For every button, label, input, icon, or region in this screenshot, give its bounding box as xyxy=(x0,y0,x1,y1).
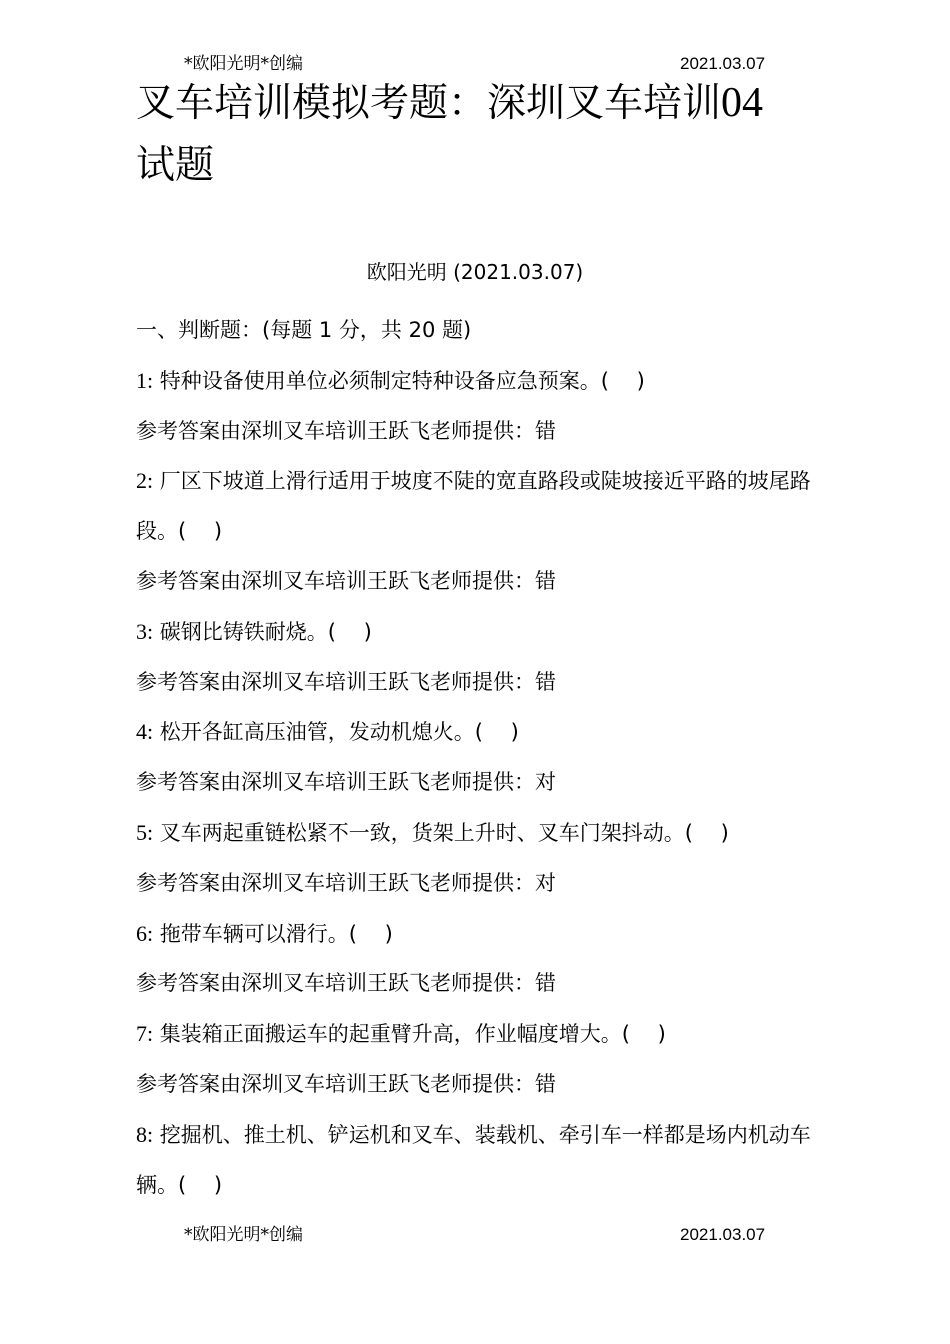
title-text: 叉车培训模拟考题：深圳叉车培训 xyxy=(136,81,722,126)
answer-5: 参考答案由深圳叉车培训王跃飞老师提供：对 xyxy=(136,870,556,895)
question-text: 碳钢比铸铁耐烧。( ) xyxy=(153,619,372,644)
answer-4: 参考答案由深圳叉车培训王跃飞老师提供：对 xyxy=(136,770,556,795)
question-2 xyxy=(136,456,826,557)
question-number: 8: xyxy=(136,1121,154,1147)
question-5 xyxy=(136,808,826,859)
question-text: 厂区下坡道上滑行适用于坡度不陡的宽直路段或陡坡接近平路的坡尾路段。( ) xyxy=(136,469,811,544)
page-header-date: 2021.03.07 xyxy=(680,54,766,73)
answer-7: 参考答案由深圳叉车培训王跃飞老师提供：错 xyxy=(136,1071,556,1096)
answer-2: 参考答案由深圳叉车培训王跃飞老师提供：错 xyxy=(136,568,556,593)
answer-1: 参考答案由深圳叉车培训王跃飞老师提供：错 xyxy=(136,418,556,443)
title-text-line2: 试题 xyxy=(136,143,215,188)
question-number: 6: xyxy=(136,920,154,946)
section-heading: 一、判断题：(每题 1 分，共 20 题) xyxy=(136,318,472,342)
question-1 xyxy=(136,356,826,407)
question-7 xyxy=(136,1009,826,1060)
title-number: 04 xyxy=(721,80,764,126)
question-number: 7: xyxy=(136,1021,154,1047)
document-title xyxy=(136,72,836,197)
question-number: 1: xyxy=(136,367,154,393)
question-6 xyxy=(136,909,826,960)
question-number: 4: xyxy=(136,719,154,745)
page-header-author: *欧阳光明*创编 xyxy=(184,54,303,74)
question-text: 挖掘机、推土机、铲运机和叉车、装载机、牵引车一样都是场内机动车辆。( ) xyxy=(136,1122,811,1197)
question-text: 拖带车辆可以滑行。( ) xyxy=(153,921,393,946)
answer-6: 参考答案由深圳叉车培训王跃飞老师提供：错 xyxy=(136,971,556,996)
answer-3: 参考答案由深圳叉车培训王跃飞老师提供：错 xyxy=(136,669,556,694)
question-3 xyxy=(136,607,826,658)
question-text: 特种设备使用单位必须制定特种设备应急预案。( ) xyxy=(153,368,645,393)
question-text: 集装箱正面搬运车的起重臂升高，作业幅度增大。( ) xyxy=(153,1022,666,1047)
question-text: 叉车两起重链松紧不一致，货架上升时、叉车门架抖动。( ) xyxy=(153,820,729,845)
page-footer-date: 2021.03.07 xyxy=(680,1225,766,1244)
question-8 xyxy=(136,1110,826,1211)
document-body xyxy=(136,306,826,1210)
question-number: 3: xyxy=(136,618,154,644)
question-number: 5: xyxy=(136,819,154,845)
author-line: 欧阳光明 (2021.03.07) xyxy=(366,260,584,284)
question-number: 2: xyxy=(136,468,154,494)
page-footer-author: *欧阳光明*创编 xyxy=(184,1225,303,1245)
question-4 xyxy=(136,707,826,758)
question-text: 松开各缸高压油管，发动机熄火。( ) xyxy=(153,720,519,745)
